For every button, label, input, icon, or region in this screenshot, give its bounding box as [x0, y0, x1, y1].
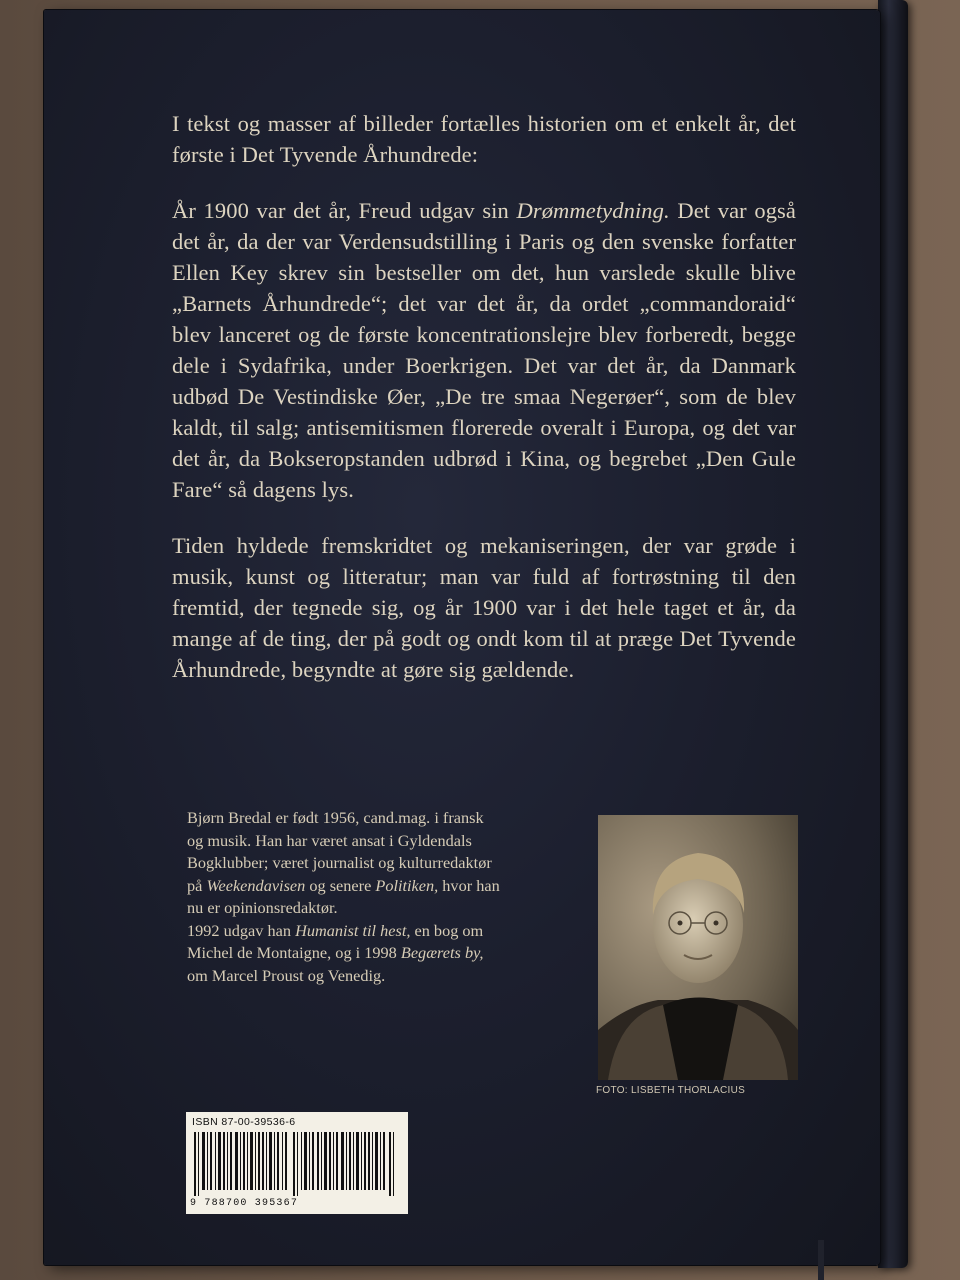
blurb-paragraph-2	[172, 195, 796, 505]
blurb-p2-body: Det var også det år, da der var Verdensudstilling i Paris og den svenske forfatter Ellen Key skrev sin bestseller om det, hun varslede skulle blive „Barnets Århundrede“; det var det år, da ordet „commandoraid“ blev lanceret og de første koncentrationslejre blev forberedt, begge dele i Sydafrika, under Boerkrigen. Det var det år, da Danmark udbød De Vestindiske Øer, „De tre smaa Negerøer“, som de blev kaldt, til salg; antisemitismen florerede overalt i Europa, og det var det år, da Bokseropstanden udbrød i Kina, og begrebet „Den Gule Fare“ så dagens lys.	[172, 198, 796, 502]
blurb-text	[172, 108, 796, 710]
bio-line	[187, 875, 587, 898]
bio-text: på	[187, 875, 207, 895]
bio-line: nu er opinionsredaktør.	[187, 898, 338, 917]
bio-line: Bjørn Bredal er født 1956, cand.mag. i fransk	[187, 808, 484, 827]
bio-text: en bog om	[410, 920, 484, 940]
author-bio	[187, 807, 587, 987]
barcode	[186, 1112, 408, 1214]
isbn-label: ISBN 87-00-39536-6	[192, 1116, 296, 1128]
photo-credit: FOTO: LISBETH THORLACIUS	[596, 1085, 746, 1096]
bio-line	[187, 920, 587, 943]
bio-title-weekendavisen: Weekendavisen	[206, 875, 306, 895]
bio-text: 1992 udgav han	[187, 920, 296, 940]
bio-line: Bogklubber; været journalist og kulturredaktør	[187, 853, 492, 872]
bio-line	[187, 942, 587, 965]
bio-text: hvor han	[438, 875, 500, 895]
blurb-p2-intro: År 1900 var det år, Freud udgav sin	[172, 198, 517, 223]
blurb-paragraph-3: Tiden hyldede fremskridtet og mekaniseringen, der var grøde i musik, kunst og litteratur; man var fuld af fortrøstning til den fremtid, der tegnede sig, og år 1900 var i det hele taget et år, da mange af de ting, der på godt og ondt kom til at præge Det Tyvende Århundrede, begyndte at gøre sig gældende.	[172, 533, 796, 682]
blurb-paragraph-1: I tekst og masser af billeder fortælles historien om et enkelt år, det første i Det Tyvende Århundrede:	[172, 111, 796, 167]
book-spine	[878, 0, 908, 1268]
author-photo	[598, 815, 798, 1080]
author-portrait-icon	[598, 815, 798, 1080]
bio-text: Michel de Montaigne, og i 1998	[187, 943, 401, 962]
ean-number: 9 788700 395367	[190, 1198, 299, 1209]
bio-text: og senere	[305, 875, 376, 895]
bio-title-begaerets-by: Begærets by,	[400, 943, 484, 962]
bio-title-politiken: Politiken,	[375, 875, 439, 895]
bio-line: om Marcel Proust og Venedig.	[187, 965, 386, 985]
barcode-bars-icon	[192, 1132, 402, 1196]
bookmark-ribbon	[818, 1240, 824, 1280]
bio-title-humanist: Humanist til hest,	[295, 920, 411, 940]
book-title-drommetydning: Drømmetydning.	[516, 198, 670, 223]
bio-line: og musik. Han har været ansat i Gyldendals	[187, 830, 472, 850]
